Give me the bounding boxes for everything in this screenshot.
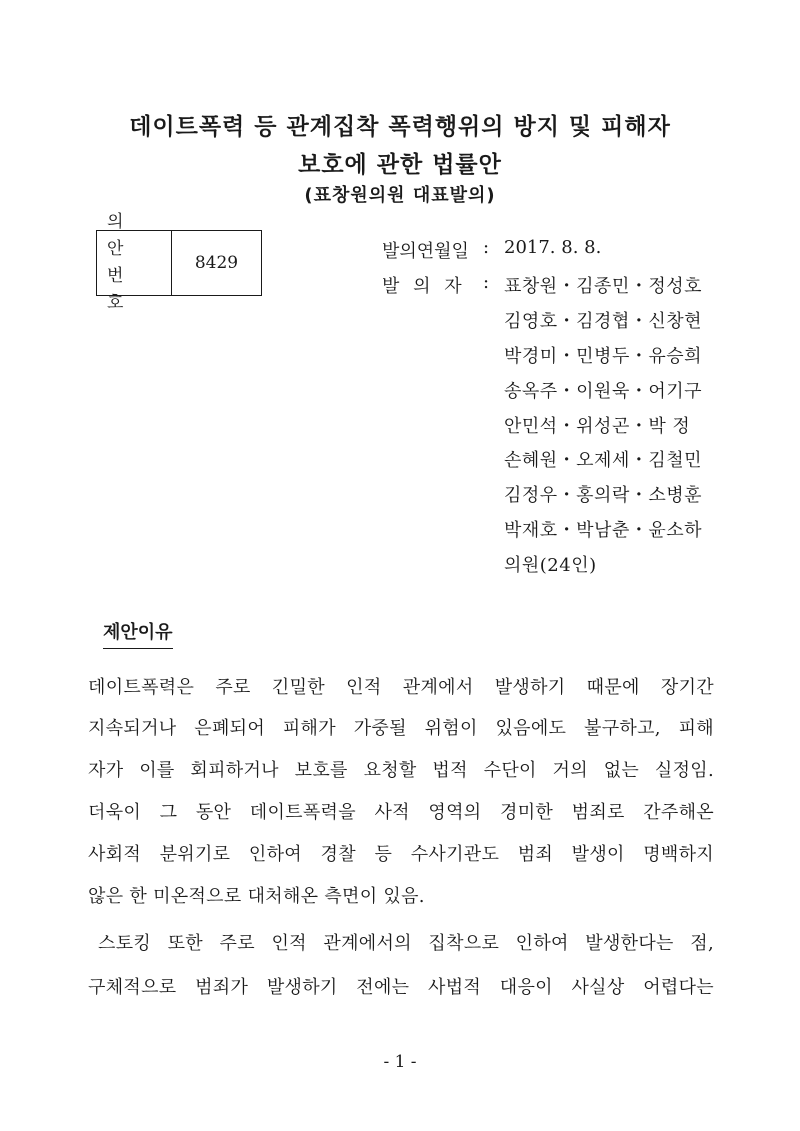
bill-number-label-bottom: 번 호 [107, 266, 134, 313]
page-number: - 1 - [383, 1052, 417, 1072]
bill-number-value: 8429 [194, 253, 239, 273]
proposer-count: 의원(24인) [504, 555, 597, 576]
proposer-label: 발 의 자 [382, 276, 466, 297]
proposer-line: 박재호・박남춘・윤소하 [504, 520, 702, 541]
bill-sponsor: (표창원의원 대표발의) [304, 185, 496, 206]
proposal-date-label: 발의연월일 [382, 241, 469, 262]
proposer-line: 안민석・위성곤・박 정 [504, 416, 691, 437]
proposer-line: 손혜원・오제세・김철민 [504, 450, 702, 471]
body-text-line: 스토킹 또한 주로 인적 관계에서의 집착으로 인하여 발생한다는 점, [98, 933, 714, 954]
body-text-line: 데이트폭력은 주로 긴밀한 인적 관계에서 발생하기 때문에 장기간 [88, 677, 714, 698]
section-heading-reason: 제안이유 [103, 618, 173, 649]
body-text-line: 않은 한 미온적으로 대처해온 측면이 있음. [88, 886, 425, 907]
bill-number-label [97, 212, 172, 313]
proposer-line: 김영호・김경협・신창현 [504, 311, 702, 332]
proposer-line: 박경미・민병두・유승희 [504, 346, 702, 367]
proposer-line: 표창원・김종민・정성호 [504, 276, 702, 297]
body-text-line: 사회적 분위기로 인하여 경찰 등 수사기관도 범죄 발생이 명백하지 [88, 844, 714, 865]
proposer-line: 김정우・홍의락・소병훈 [504, 485, 702, 506]
proposer-line: 송옥주・이원욱・어기구 [504, 381, 702, 402]
body-text-line: 지속되거나 은폐되어 피해가 가중될 위험이 있음에도 불구하고, 피해 [88, 718, 714, 739]
bill-number-box [96, 212, 262, 313]
bill-title-line-1: 데이트폭력 등 관계집착 폭력행위의 방지 및 피해자 [129, 114, 671, 140]
body-text-line: 구체적으로 범죄가 발생하기 전에는 사법적 대응이 사실상 어렵다는 [88, 977, 714, 998]
body-text-line: 더욱이 그 동안 데이트폭력을 사적 영역의 경미한 범죄로 간주해온 [88, 802, 714, 823]
body-text-line: 자가 이를 회피하거나 보호를 요청할 법적 수단이 거의 없는 실정임. [88, 760, 714, 781]
proposer-colon: : [483, 272, 490, 293]
proposal-date-value: 2017. 8. 8. [504, 237, 602, 258]
bill-number-label-top: 의 안 [107, 212, 134, 259]
proposal-date-colon: : [483, 237, 490, 258]
bill-title-line-2: 보호에 관한 법률안 [298, 152, 502, 178]
